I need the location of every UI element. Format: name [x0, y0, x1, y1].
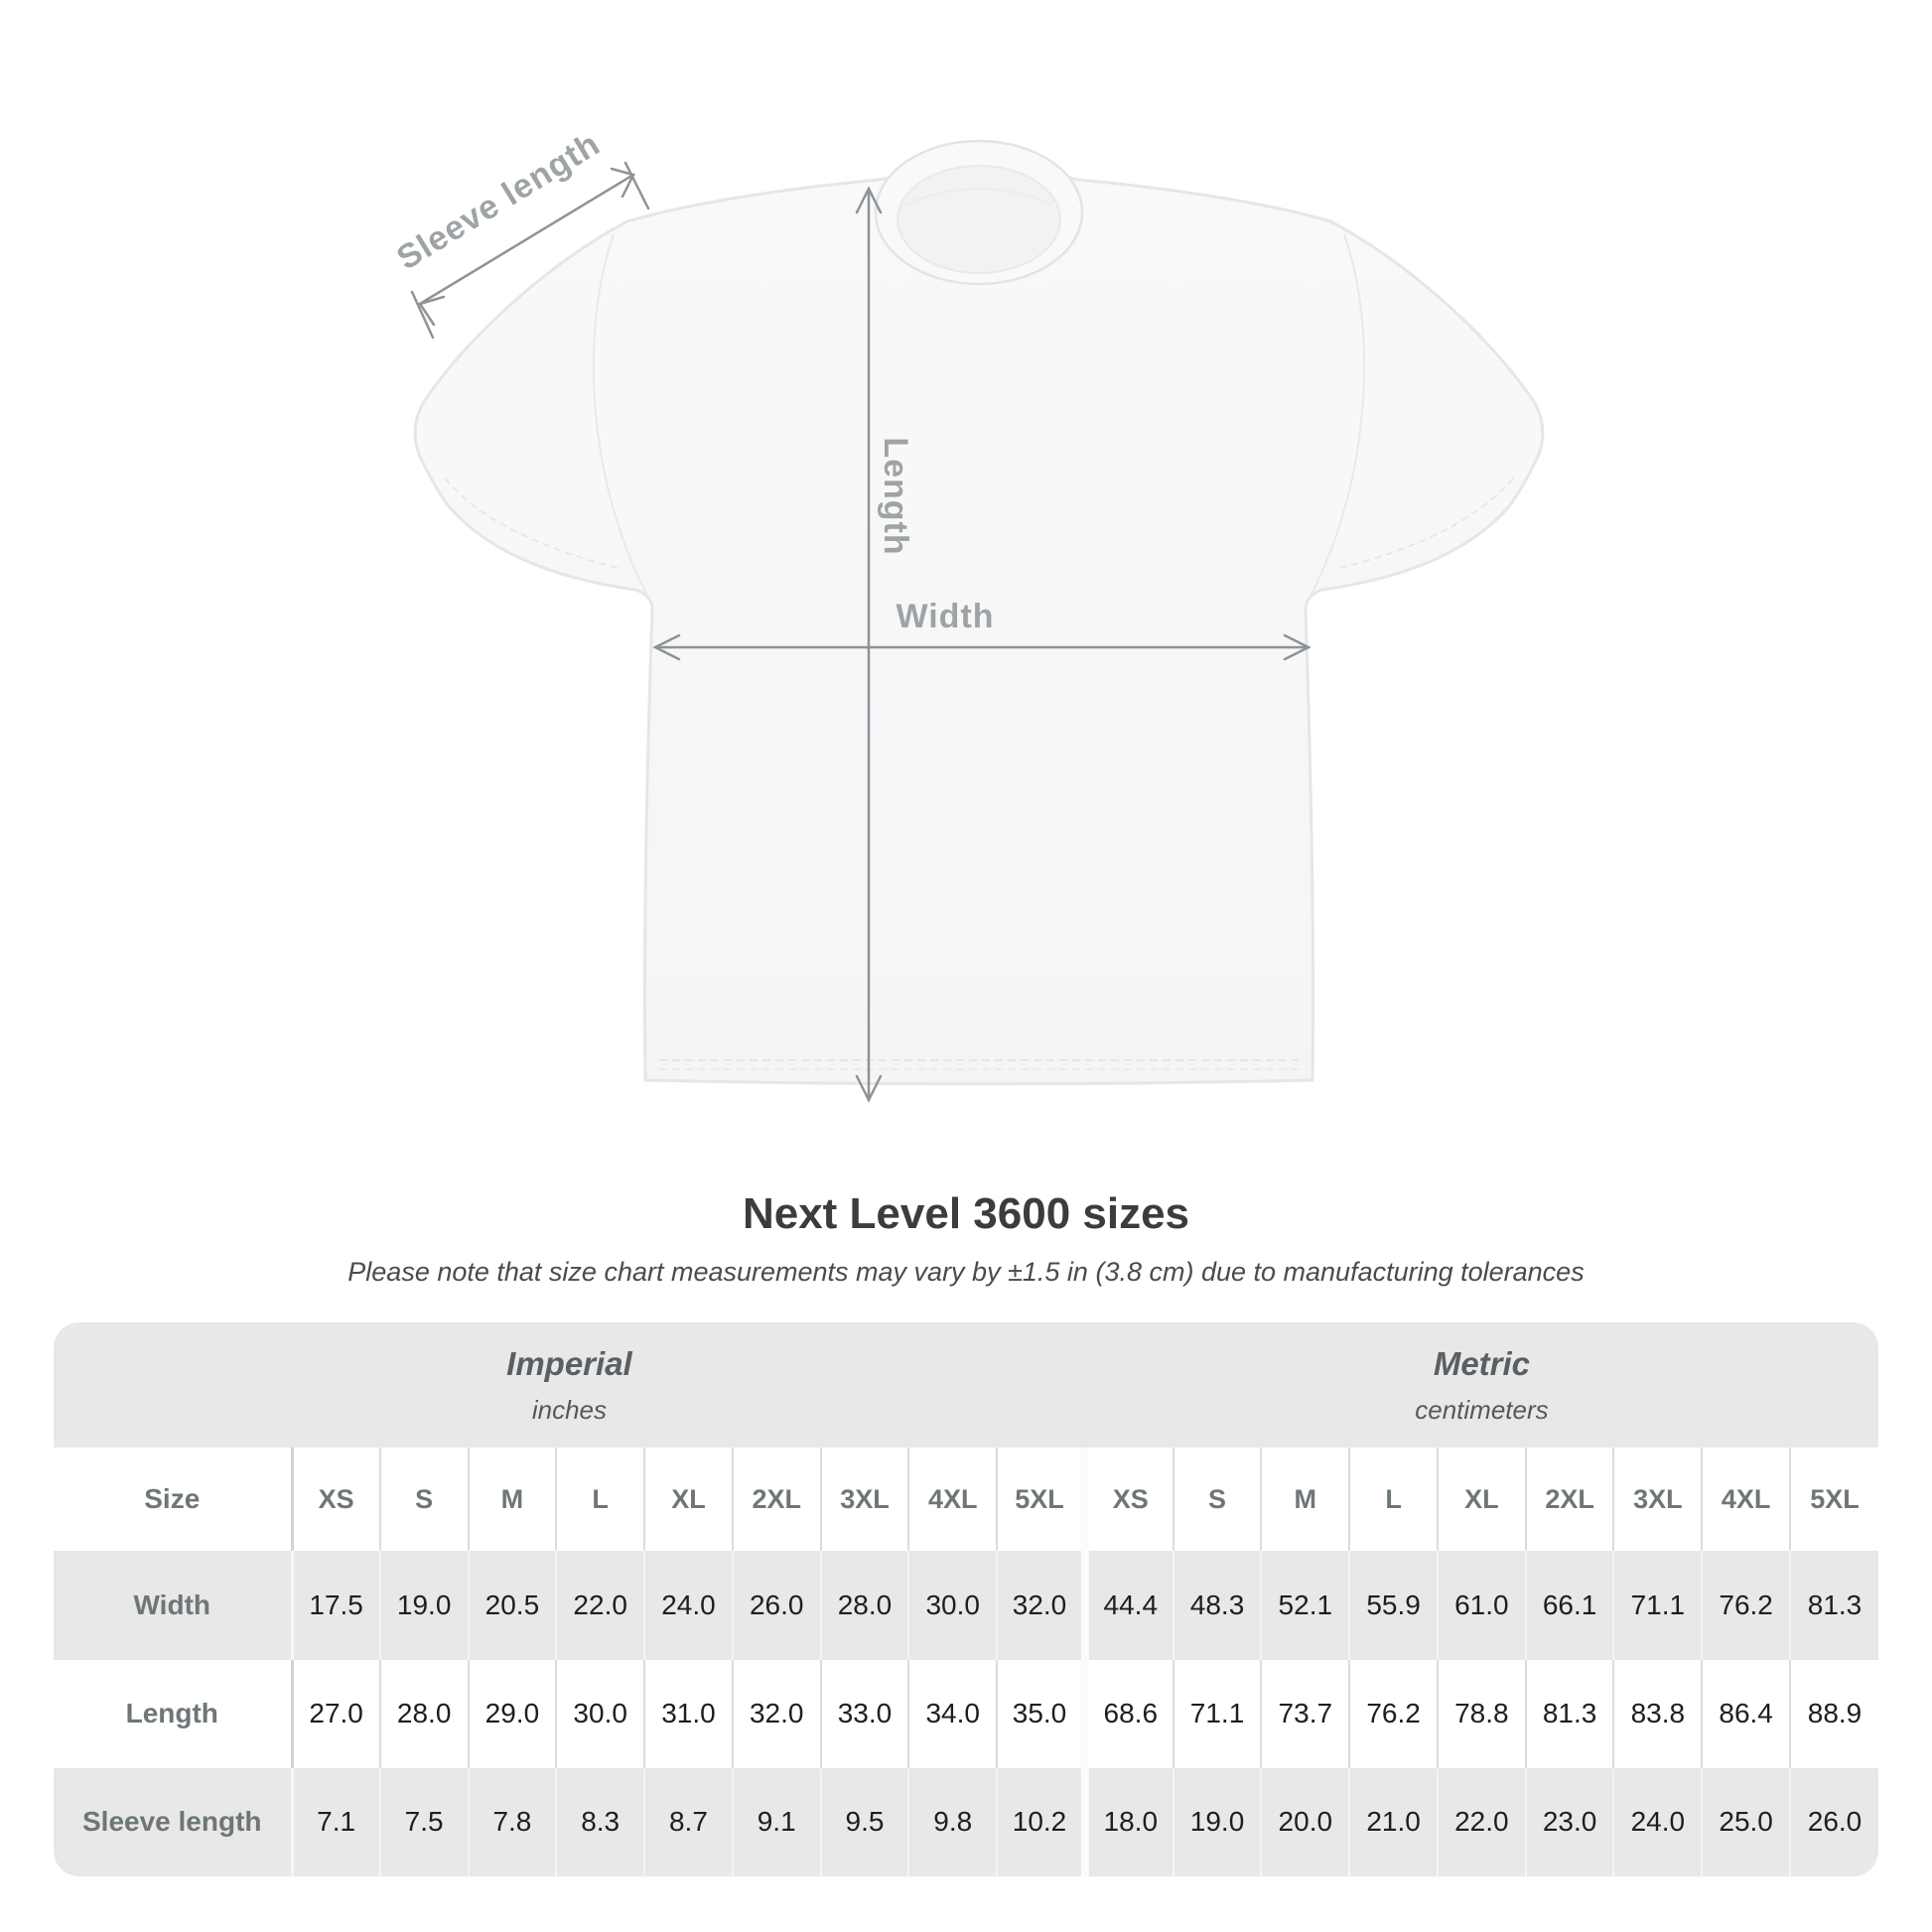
value-cell: 81.3: [1790, 1551, 1878, 1659]
value-cell: 21.0: [1349, 1768, 1438, 1876]
row-label: Length: [54, 1660, 292, 1768]
size-table-container: [54, 1322, 1878, 1876]
size-col-header: 5XL: [1790, 1448, 1878, 1551]
size-col-header: L: [556, 1448, 644, 1551]
metric-group-header: [1085, 1322, 1878, 1448]
collar-opening: [897, 166, 1060, 273]
size-col-header: XS: [292, 1448, 380, 1551]
value-cell: 19.0: [1173, 1768, 1262, 1876]
value-cell: 71.1: [1173, 1660, 1262, 1768]
value-cell: 26.0: [733, 1551, 821, 1659]
value-cell: 31.0: [644, 1660, 733, 1768]
value-cell: 19.0: [380, 1551, 469, 1659]
value-cell: 20.0: [1261, 1768, 1349, 1876]
value-cell: 8.3: [556, 1768, 644, 1876]
size-header-row: [54, 1448, 1878, 1551]
value-cell: 26.0: [1790, 1768, 1878, 1876]
size-col-header: 2XL: [1526, 1448, 1614, 1551]
value-cell: 24.0: [1613, 1768, 1702, 1876]
size-col-header: 4XL: [908, 1448, 997, 1551]
value-cell: 71.1: [1613, 1551, 1702, 1659]
size-col-header: M: [1261, 1448, 1349, 1551]
size-col-header: S: [380, 1448, 469, 1551]
value-cell: 66.1: [1526, 1551, 1614, 1659]
page-title: Next Level 3600 sizes: [742, 1189, 1190, 1238]
value-cell: 22.0: [556, 1551, 644, 1659]
value-cell: 88.9: [1790, 1660, 1878, 1768]
size-col-header: XL: [1438, 1448, 1526, 1551]
value-cell: 78.8: [1438, 1660, 1526, 1768]
measure-row: [54, 1551, 1878, 1659]
value-cell: 7.5: [380, 1768, 469, 1876]
value-cell: 27.0: [292, 1660, 380, 1768]
size-col-header: 2XL: [733, 1448, 821, 1551]
value-cell: 9.8: [908, 1768, 997, 1876]
value-cell: 17.5: [292, 1551, 380, 1659]
value-cell: 7.1: [292, 1768, 380, 1876]
value-cell: 32.0: [997, 1551, 1085, 1659]
metric-group-unit: centimeters: [1415, 1394, 1549, 1425]
value-cell: 35.0: [997, 1660, 1085, 1768]
size-col-header: 5XL: [997, 1448, 1085, 1551]
value-cell: 24.0: [644, 1551, 733, 1659]
size-table: [54, 1322, 1878, 1876]
value-cell: 8.7: [644, 1768, 733, 1876]
value-cell: 81.3: [1526, 1660, 1614, 1768]
value-cell: 68.6: [1085, 1660, 1173, 1768]
value-cell: 86.4: [1702, 1660, 1790, 1768]
row-label: Width: [54, 1551, 292, 1659]
value-cell: 20.5: [469, 1551, 557, 1659]
unit-group-row: [54, 1322, 1878, 1448]
value-cell: 30.0: [908, 1551, 997, 1659]
value-cell: 28.0: [380, 1660, 469, 1768]
value-cell: 73.7: [1261, 1660, 1349, 1768]
value-cell: 44.4: [1085, 1551, 1173, 1659]
size-col-header: S: [1173, 1448, 1262, 1551]
size-col-header: L: [1349, 1448, 1438, 1551]
value-cell: 52.1: [1261, 1551, 1349, 1659]
size-col-header: XS: [1085, 1448, 1173, 1551]
tolerance-note: Please note that size chart measurements may vary by ±1.5 in (3.8 cm) due to manufacturing tolerances: [347, 1257, 1585, 1287]
value-cell: 30.0: [556, 1660, 644, 1768]
value-cell: 33.0: [821, 1660, 909, 1768]
size-table-body: [54, 1322, 1878, 1876]
value-cell: 10.2: [997, 1768, 1085, 1876]
measure-row: [54, 1660, 1878, 1768]
value-cell: 28.0: [821, 1551, 909, 1659]
imperial-group-unit: inches: [531, 1394, 608, 1425]
value-cell: 22.0: [1438, 1768, 1526, 1876]
value-cell: 76.2: [1349, 1660, 1438, 1768]
size-col-header: 4XL: [1702, 1448, 1790, 1551]
size-col-header: M: [469, 1448, 557, 1551]
value-cell: 61.0: [1438, 1551, 1526, 1659]
metric-group-title: Metric: [1433, 1344, 1531, 1382]
width-label: Width: [896, 598, 995, 635]
value-cell: 34.0: [908, 1660, 997, 1768]
measure-row: [54, 1768, 1878, 1876]
value-cell: 32.0: [733, 1660, 821, 1768]
value-cell: 18.0: [1085, 1768, 1173, 1876]
size-row-label: Size: [54, 1448, 292, 1551]
size-col-header: 3XL: [1613, 1448, 1702, 1551]
value-cell: 76.2: [1702, 1551, 1790, 1659]
imperial-group-header: [54, 1322, 1085, 1448]
size-col-header: 3XL: [821, 1448, 909, 1551]
sleeve-length-label: Sleeve length: [390, 124, 608, 278]
value-cell: 23.0: [1526, 1768, 1614, 1876]
value-cell: 9.5: [821, 1768, 909, 1876]
value-cell: 48.3: [1173, 1551, 1262, 1659]
value-cell: 83.8: [1613, 1660, 1702, 1768]
imperial-group-title: Imperial: [506, 1344, 632, 1382]
size-col-header: XL: [644, 1448, 733, 1551]
value-cell: 25.0: [1702, 1768, 1790, 1876]
value-cell: 7.8: [469, 1768, 557, 1876]
row-label: Sleeve length: [54, 1768, 292, 1876]
length-label: Length: [877, 437, 914, 556]
value-cell: 55.9: [1349, 1551, 1438, 1659]
value-cell: 29.0: [469, 1660, 557, 1768]
value-cell: 9.1: [733, 1768, 821, 1876]
